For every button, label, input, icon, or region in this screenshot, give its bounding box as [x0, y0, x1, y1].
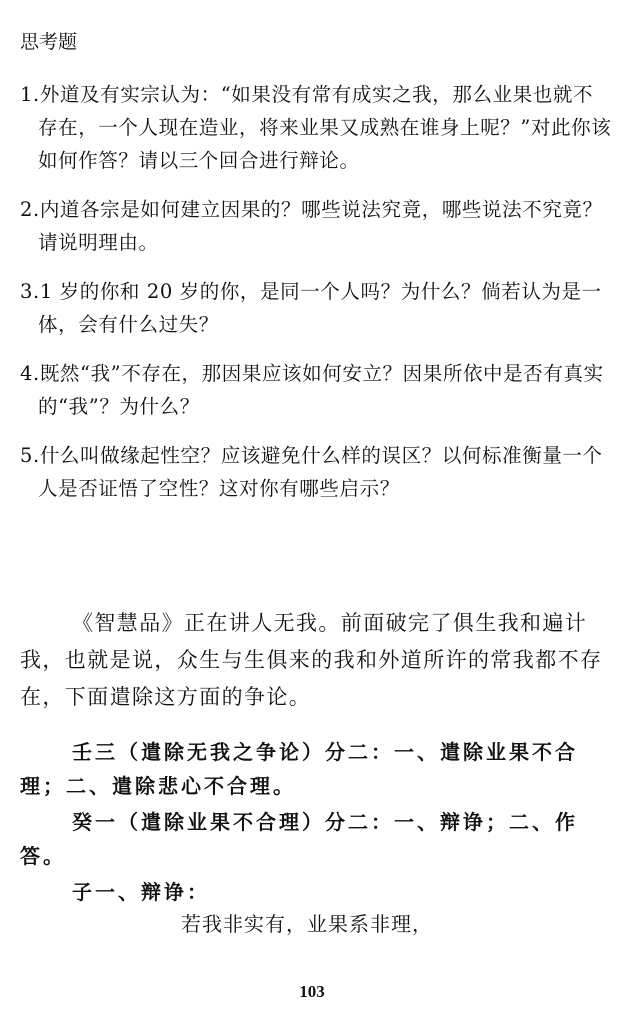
question-text: 1 岁的你和 20 岁的你，是同一个人吗？为什么？倘若认为是一体，会有什么过失？	[38, 280, 602, 336]
page-heading: 思考题	[20, 31, 78, 53]
question-text: 外道及有实宗认为：“如果没有常有成实之我，那么业果也就不存在，一个人现在造业，将来业果又成熟在谁身上呢？”对此你该如何作答？请以三个回合进行辩论。	[38, 83, 612, 172]
question-item	[20, 275, 612, 341]
question-number: 1.	[20, 83, 40, 106]
question-number: 3.	[20, 280, 40, 303]
page-number: 103	[299, 982, 325, 1001]
question-item	[20, 439, 612, 505]
question-text: 内道各宗是如何建立因果的？哪些说法究竟，哪些说法不究竟？请说明理由。	[38, 198, 603, 254]
question-number: 5.	[20, 444, 40, 467]
question-number: 2.	[20, 198, 40, 221]
outline-line: 癸一（遣除业果不合理）分二：一、辩诤；二、作答。	[20, 810, 578, 868]
question-text: 既然“我”不存在，那因果应该如何安立？因果所依中是否有真实的“我”？为什么？	[38, 362, 604, 418]
question-list	[20, 78, 612, 521]
outline-line: 壬三（遣除无我之争论）分二：一、遣除业果不合理；二、遣除悲心不合理。	[20, 740, 578, 798]
question-number: 4.	[20, 362, 40, 385]
question-item	[20, 193, 612, 259]
section-outline	[20, 735, 610, 911]
question-item	[20, 357, 612, 423]
body-paragraph: 《智慧品》正在讲人无我。前面破完了俱生我和遍计我，也就是说，众生与生俱来的我和外道所许的常我都不存在，下面遣除这方面的争论。	[20, 611, 603, 709]
question-item	[20, 78, 612, 177]
outline-line: 子一、辩诤：	[72, 880, 210, 904]
verse-line: 若我非实有，业果系非理，	[181, 912, 433, 936]
question-text: 什么叫做缘起性空？应该避免什么样的误区？以何标准衡量一个人是否证悟了空性？这对你有哪些启示？	[38, 444, 603, 500]
